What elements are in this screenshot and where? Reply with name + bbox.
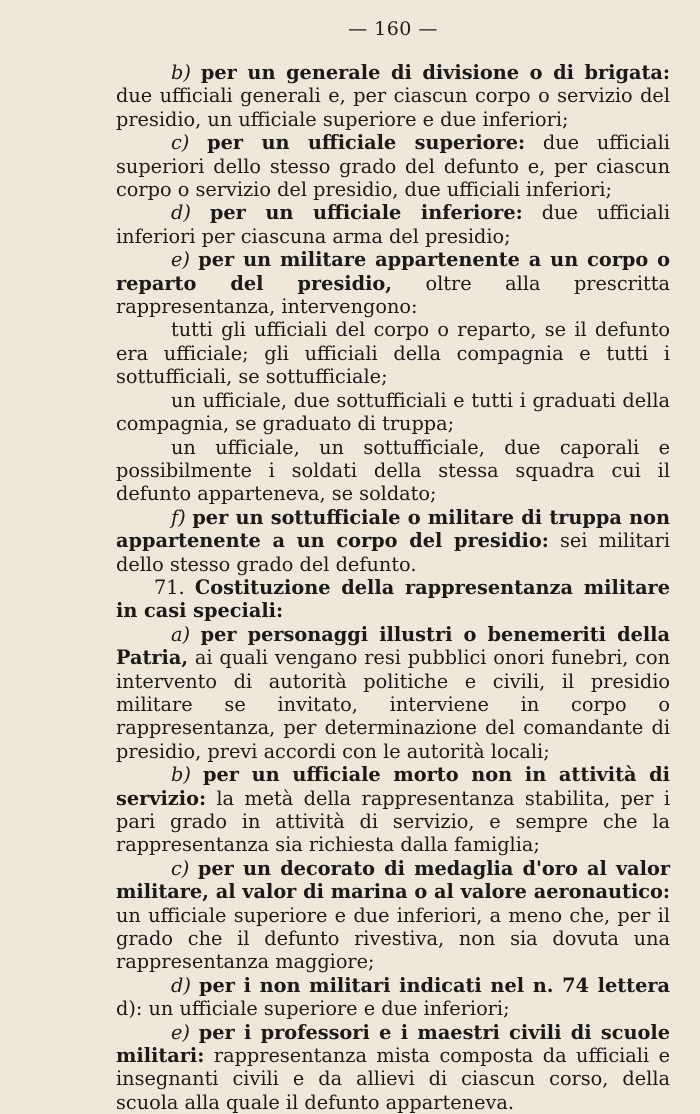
item-label: e): [171, 248, 190, 272]
paragraph-a-illustrious: [116, 623, 670, 763]
item-label: c): [171, 856, 190, 880]
item-label: f): [171, 505, 186, 529]
item-text: sei militari dello stesso grado del defunto.: [116, 529, 670, 576]
item-label: b): [171, 61, 191, 84]
item-heading: per un ufficiale inferiore:: [209, 201, 523, 225]
item-heading: per un generale di divisione o di brigata:: [200, 61, 670, 84]
item-heading: per un ufficiale superiore:: [207, 131, 526, 155]
section-71-heading: [116, 576, 670, 623]
item-text: oltre alla prescritta rappresentanza, intervengono:: [116, 271, 670, 319]
item-text: d): un ufficiale superiore e due inferiori;: [116, 997, 510, 1021]
item-label: c): [171, 131, 190, 155]
item-heading: per un militare appartenente a un corpo o reparto del presidio,: [116, 248, 670, 295]
item-text: un ufficiale, un sottufficiale, due caporali e possibilmente i soldati della stessa squadra cui il defunto apparteneva, se soldato;: [116, 435, 670, 506]
item-heading: per i professori e i maestri civili di scuole militari:: [116, 1020, 670, 1068]
section-number: 71.: [154, 575, 185, 599]
item-heading: per un decorato di medaglia d'oro al valor militare, al valor di marina o al valore aeronautico:: [116, 856, 670, 904]
item-text: tutti gli ufficiali del corpo o reparto, se il defunto era ufficiale; gli ufficiali della compagnia e tutti i sottufficiali, se sottufficiale;: [116, 318, 670, 389]
paragraph-officers-case: [116, 318, 670, 388]
item-text: due ufficiali superiori dello stesso grado del defunto e, per ciascun corpo o servizio del presidio, due ufficiali inferiori;: [116, 131, 670, 202]
paragraph-e-military: [116, 248, 670, 318]
paragraph-c-gold-medal: [116, 857, 670, 974]
item-label: d): [171, 201, 191, 225]
paragraph-f-nco: [116, 506, 670, 576]
item-text: rappresentanza mista composta da ufficiali e insegnanti civili e da allievi di ciascun corso, della scuola alla quale il defunto apparteneva.: [116, 1044, 670, 1114]
paragraph-graduated-case: [116, 389, 670, 436]
item-heading: per un ufficiale morto non in attività di servizio:: [116, 763, 670, 810]
item-text: un ufficiale superiore e due inferiori, a meno che, per il grado che il defunto rivestiva, non sia dovuta una rappresentanza maggiore;: [116, 903, 670, 974]
item-text: ai quali vengano resi pubblici onori funebri, con intervento di autorità politiche e civili, il presidio militare se invitato, interviene in corpo o rappresentanza, per determinazione del comandante di presidio, previ accordi con le autorità locali;: [116, 646, 670, 763]
item-text: la metà della rappresentanza stabilita, per i pari grado in attività di servizio, e sempre che la rappresentanza sia richiesta dalla famiglia;: [116, 786, 670, 857]
item-label: b): [171, 763, 191, 787]
item-label: a): [171, 622, 191, 646]
item-text: un ufficiale, due sottufficiali e tutti i graduati della compagnia, se graduato di truppa;: [116, 388, 670, 436]
item-heading: per un sottufficiale o militare di truppa non appartenente a un corpo del presidio:: [116, 505, 670, 553]
item-heading: per i non militari indicati nel n. 74 lettera: [198, 973, 670, 997]
item-label: e): [171, 1020, 190, 1044]
item-text: due ufficiali inferiori per ciascuna arma del presidio;: [116, 201, 670, 248]
item-heading: per personaggi illustri o benemeriti della Patria,: [116, 622, 670, 670]
paragraph-c-superior: [116, 131, 670, 201]
item-label: d): [171, 973, 191, 997]
paragraph-b-retired-officer: [116, 763, 670, 857]
page-number: — 160 —: [348, 18, 438, 40]
item-text: due ufficiali generali e, per ciascun corpo o servizio del presidio, un ufficiale superiore e due inferiori;: [116, 84, 670, 131]
paragraph-d-non-military: [116, 974, 670, 1021]
paragraph-e-professors: [116, 1021, 670, 1114]
section-title: Costituzione della rappresentanza militare in casi speciali:: [116, 575, 670, 623]
paragraph-b-general: [116, 61, 670, 131]
body-text: [116, 61, 670, 1114]
paragraph-soldier-case: [116, 436, 670, 506]
paragraph-d-inferior: [116, 201, 670, 248]
